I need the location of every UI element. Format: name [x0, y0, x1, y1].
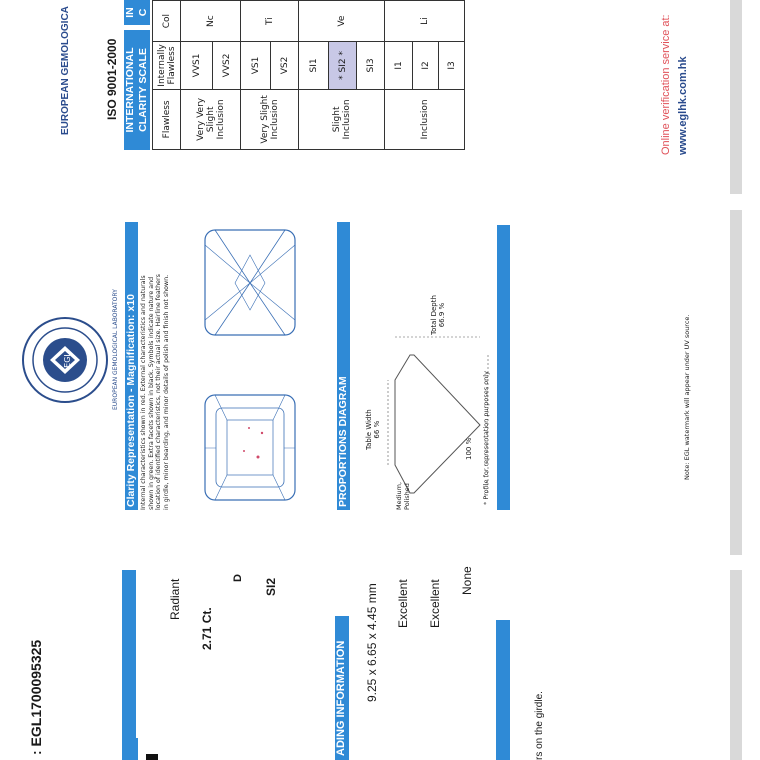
uv-note: Note: EGL watermark will appear under UV source.	[683, 314, 691, 480]
color-frag-5: Ve	[299, 1, 385, 42]
clarity-scale-table	[152, 0, 465, 150]
panel-fold-1	[730, 570, 742, 760]
lab-name: EUROPEAN GEMOLOGICA	[60, 6, 71, 135]
color-frag-8: Li	[385, 1, 465, 42]
section-header-comments	[496, 620, 510, 760]
total-depth-label: Total Depth 66.9 %	[430, 295, 446, 335]
section-header-grading: ADING INFORMATION	[335, 616, 349, 760]
grade-vvs1: VVS1	[181, 42, 213, 90]
color-frag-3: Ti	[241, 1, 299, 42]
grade-si2: * SI2 *	[329, 42, 357, 90]
grade-i2: I2	[413, 42, 439, 90]
symmetry-value: Excellent	[428, 579, 442, 628]
grade-vs2: VS2	[271, 42, 299, 90]
proportions-header: PROPORTIONS DIAGRAM	[337, 222, 350, 510]
grade-if: Internally Flawless	[153, 42, 181, 90]
color-scale-header: IN C	[124, 0, 150, 25]
grade-vs1: VS1	[241, 42, 271, 90]
panel-fold-3	[730, 0, 742, 194]
verify-url-link[interactable]: www.eglhk.com.hk	[677, 56, 689, 155]
girdle-label: Medium, Polished	[395, 481, 411, 510]
group-vs: Very Slight Inclusion	[241, 89, 299, 149]
header-rule	[146, 754, 158, 760]
proportions-diagram	[370, 255, 490, 505]
clarity-rep-header: Clarity Representation - Magnification: x10	[125, 222, 138, 510]
report-number: : EGL1700095325	[28, 639, 44, 755]
girdle-footnote: rs on the girdle.	[534, 691, 545, 760]
color-frag-1: Nc	[181, 1, 241, 42]
clarity-plot-crown	[200, 390, 300, 505]
egl-logo	[20, 315, 110, 405]
grade-i3: I3	[439, 42, 465, 90]
color-value: D	[232, 574, 244, 582]
logo-center-text: EGL	[63, 352, 72, 368]
polish-value: Excellent	[396, 579, 410, 628]
section-header-results-2	[122, 570, 136, 760]
width-100-label: 100 %	[465, 437, 473, 460]
table-width-label: Table Width 66 %	[365, 409, 381, 450]
clarity-description: Internal characteristics shown in red. External characteristics and naturals shown in green. Extra facets shown in black. Symbols indicate nature and location of identified characteristics, not their actual size. Hairline feathers in girdle, minor bearding, and minor details of polish and finish not shown.	[140, 274, 170, 510]
panel-fold-2	[730, 210, 742, 555]
group-si: Slight Inclusion	[299, 89, 385, 149]
carat-value: 2.71 Ct.	[200, 607, 214, 650]
clarity-plot-pavilion	[200, 225, 300, 340]
clarity-value: SI2	[264, 577, 278, 596]
verify-label: Online verification service at:	[660, 14, 672, 155]
group-i: Inclusion	[385, 89, 465, 149]
color-frag-0: Col	[153, 1, 181, 42]
middle-bottom-band	[497, 225, 510, 510]
clarity-scale-header: INTERNATIONAL CLARITY SCALE	[124, 30, 150, 150]
logo-ring-text: EUROPEAN GEMOLOGICAL LABORATORY	[112, 289, 119, 410]
profile-note: * Profile for representation purposes only	[482, 371, 490, 505]
group-flawless: Flawless	[153, 89, 181, 149]
grade-si1: SI1	[299, 42, 329, 90]
shape-value: Radiant	[168, 578, 182, 620]
iso-label: ISO 9001-2000	[105, 38, 119, 120]
group-vvs: Very Very Slight Inclusion	[181, 89, 241, 149]
fluorescence-value: None	[460, 566, 474, 595]
grade-i1: I1	[385, 42, 413, 90]
measurements-value: 9.25 x 6.65 x 4.45 mm	[365, 583, 379, 702]
grade-si3: SI3	[357, 42, 385, 90]
grade-vvs2: VVS2	[213, 42, 241, 90]
